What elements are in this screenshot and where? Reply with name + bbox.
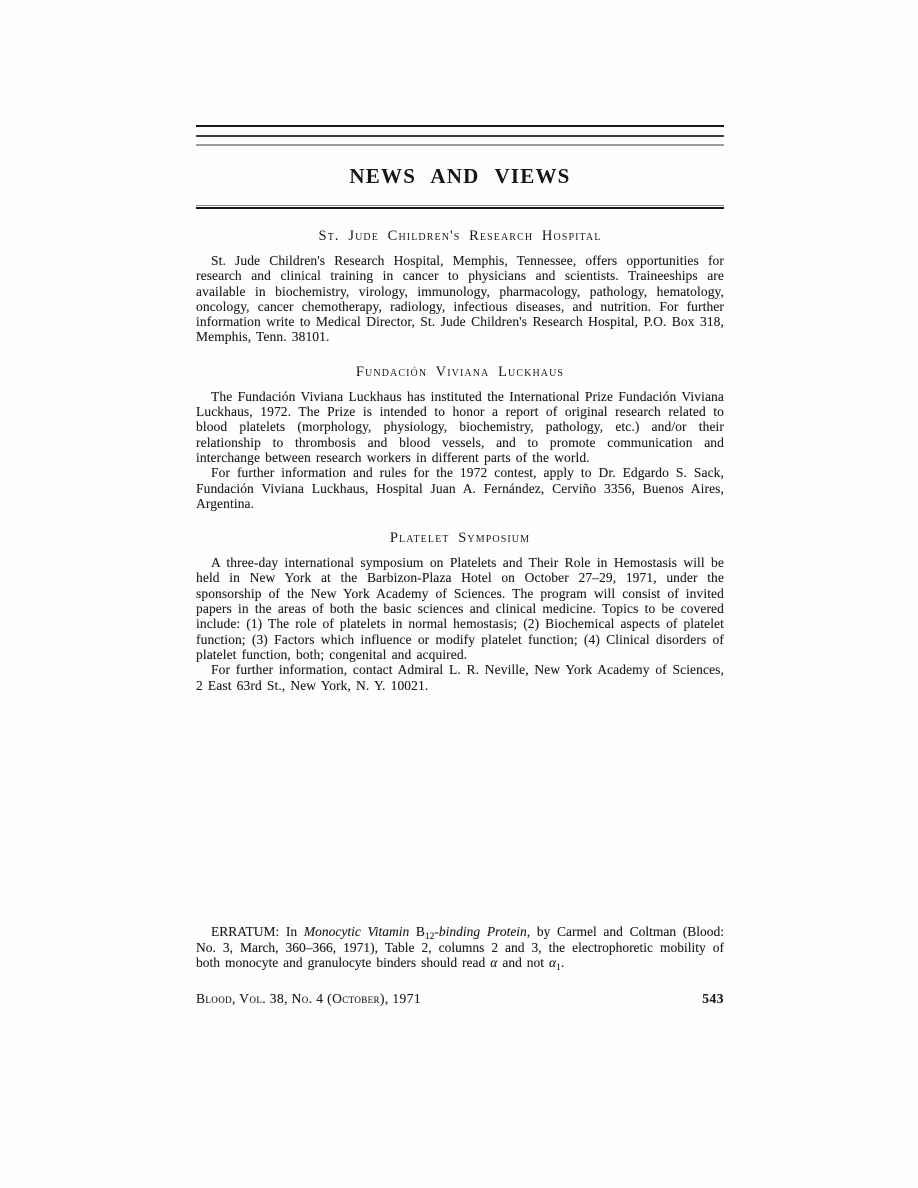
paragraph: St. Jude Children's Research Hospital, Memphis, Tennessee, offers opportunities for research and clinical training in cancer to physicians and scientists. Traineeships are available in biochemistry, virology, immunology, pharmacology, pathology, hematology, oncology, cancer chemotherapy, radiology, infectious diseases, and nutrition. For further information write to Medical Director, St. Jude Children's Research Hospital, P.O. Box 318, Memphis, Tenn. 38101. bbox=[196, 253, 724, 345]
erratum-note bbox=[196, 924, 724, 971]
journal-citation: Blood, Vol. 38, No. 4 (October), 1971 bbox=[196, 991, 422, 1006]
erratum-connector: and not bbox=[497, 955, 550, 970]
section-platelet-symposium bbox=[196, 530, 724, 693]
erratum-intro: ERRATUM: In bbox=[211, 924, 304, 939]
top-rule-medium bbox=[196, 135, 724, 137]
section-fundacion bbox=[196, 364, 724, 511]
alpha-one-subscript: 1 bbox=[556, 963, 561, 973]
vitamin-b-symbol: B bbox=[415, 924, 425, 939]
erratum-article-title: Monocytic Vitamin bbox=[303, 924, 416, 939]
top-rule-light bbox=[196, 144, 724, 146]
title-divider-rule bbox=[196, 205, 724, 209]
erratum-article-title-cont: -binding Protein bbox=[434, 924, 527, 939]
paragraph: For further information, contact Admiral L. R. Neville, New York Academy of Sciences, 2 East 63rd St., New York, N. Y. 10021. bbox=[196, 662, 724, 693]
alpha-symbol: α bbox=[490, 955, 498, 970]
page-number: 543 bbox=[702, 991, 724, 1006]
section-heading-st-jude: St. Jude Children's Research Hospital bbox=[318, 228, 602, 244]
alpha-one-symbol: α bbox=[549, 955, 557, 970]
paragraph: For further information and rules for the 1972 contest, apply to Dr. Edgardo S. Sack, Fundación Viviana Luckhaus, Hospital Juan A. Fernández, Cerviño 3356, Buenos Aires, Argentina. bbox=[196, 465, 724, 511]
paragraph: The Fundación Viviana Luckhaus has instituted the International Prize Fundación Viviana Luckhaus, 1972. The Prize is intended to honor a report of original research related to blood platelets (morphology, physiology, biochemistry, pathology, etc.) and/or their relationship to thrombosis and blood vessels, and to promote communication and interchange between research workers in different parts of the world. bbox=[196, 388, 724, 465]
section-heading-platelet-symposium: Platelet Symposium bbox=[389, 530, 531, 547]
page-footer bbox=[196, 991, 724, 1007]
top-rule-heavy bbox=[196, 125, 724, 127]
vitamin-b-subscript: 12 bbox=[424, 932, 435, 942]
page-title: NEWS AND VIEWS bbox=[349, 164, 571, 188]
decorative-top-rules bbox=[196, 125, 724, 146]
paragraph: A three-day international symposium on Platelets and Their Role in Hemostasis will be held in New York at the Barbizon-Plaza Hotel on October 27–29, 1971, under the sponsorship of the New York Academy of Sciences. The program will consist of invited papers in the areas of both the basic sciences and clinical medicine. Topics to be covered include: (1) The role of platelets in normal hemostasis; (2) Biochemical aspects of platelet function; (3) Factors which influence or modify platelet function; (4) Clinical disorders of platelet function, both; congenital and acquired. bbox=[196, 555, 724, 662]
section-st-jude bbox=[196, 228, 724, 345]
erratum-body: , by Carmel and Coltman (Blood: No. 3, March, 360–366, 1971), Table 2, columns 2 and 3, the electrophoretic mobility of both monocyte and granulocyte binders should read bbox=[196, 924, 724, 970]
section-heading-fundacion: Fundación Viviana Luckhaus bbox=[355, 363, 565, 380]
erratum-period: . bbox=[560, 955, 565, 970]
